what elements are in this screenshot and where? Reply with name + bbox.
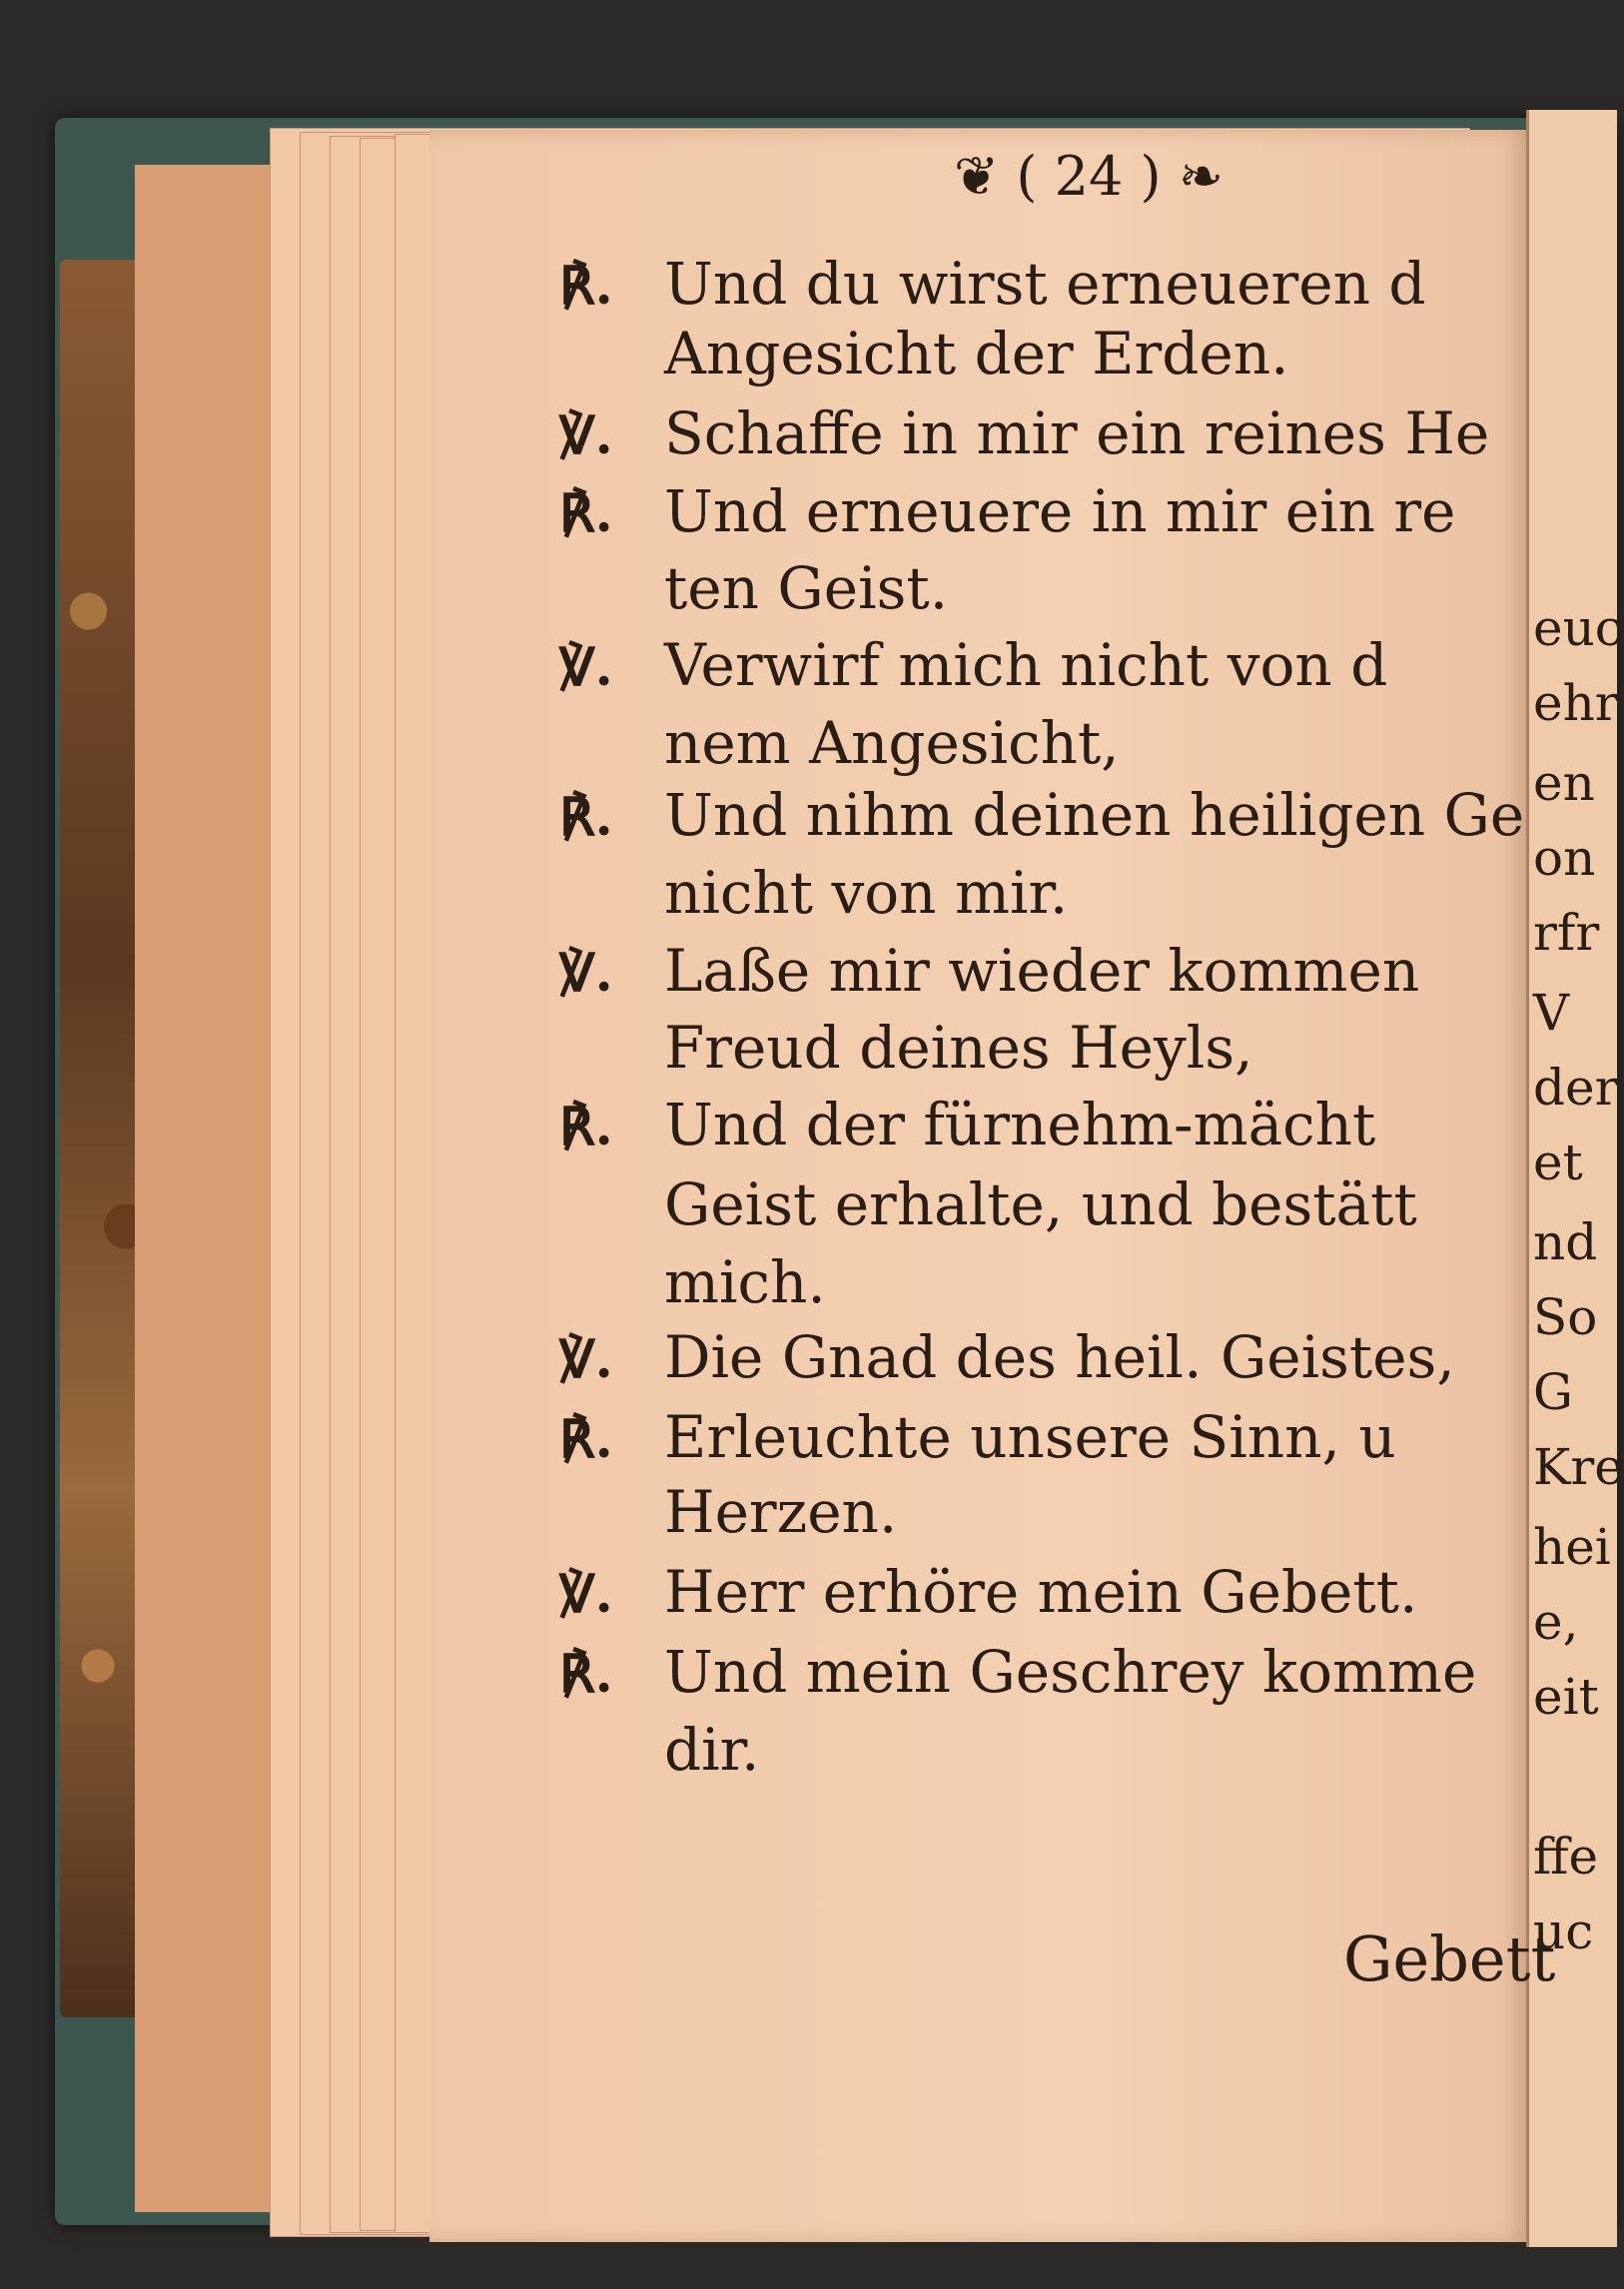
facing-page-fragment: hei bbox=[1533, 1518, 1611, 1576]
facing-page-fragment: G bbox=[1533, 1363, 1573, 1421]
versicle-mark: ℟. bbox=[559, 1097, 613, 1157]
versicle-mark: ℣. bbox=[559, 637, 613, 698]
fleuron-right-icon: ❧ bbox=[1178, 145, 1224, 208]
facing-page-fragment: euc bbox=[1533, 599, 1623, 657]
facing-page-fragment: uc bbox=[1533, 1903, 1594, 1960]
text-line: ten Geist. bbox=[664, 554, 949, 622]
text-line: Die Gnad des heil. Geistes, bbox=[664, 1323, 1455, 1391]
facing-page-fragment: So bbox=[1533, 1288, 1598, 1346]
text-line: dir. bbox=[664, 1716, 760, 1784]
page-number: ( 24 ) bbox=[1016, 145, 1162, 208]
facing-page-fragment: rfr bbox=[1533, 904, 1600, 962]
versicle-mark: ℟. bbox=[559, 787, 613, 848]
endpaper bbox=[135, 165, 287, 2212]
text-line: Herzen. bbox=[664, 1478, 898, 1546]
versicle-mark: ℟. bbox=[559, 256, 613, 317]
text-line: Herr erhöre mein Gebett. bbox=[664, 1558, 1418, 1626]
facing-page-fragment: et bbox=[1533, 1134, 1583, 1191]
versicle-mark: ℣. bbox=[559, 943, 613, 1004]
text-line: Erleuchte unsere Sinn, u bbox=[664, 1403, 1396, 1471]
text-line: Schaffe in mir ein reines He bbox=[664, 399, 1490, 467]
text-line: Laße mir wieder kommen bbox=[664, 937, 1420, 1005]
versicle-mark: ℟. bbox=[559, 1409, 613, 1470]
facing-page-fragment: on bbox=[1533, 829, 1596, 887]
facing-page-fragment: e, bbox=[1533, 1593, 1579, 1651]
catchword: Gebett bbox=[1343, 1922, 1556, 1995]
facing-page-fragment: der bbox=[1533, 1059, 1619, 1117]
text-line: Und mein Geschrey komme bbox=[664, 1638, 1477, 1706]
text-line: Und du wirst erneueren d bbox=[664, 250, 1426, 318]
page-header bbox=[879, 145, 1298, 215]
facing-page-fragment: nd bbox=[1533, 1213, 1598, 1271]
text-line: Und nihm deinen heiligen Ge bbox=[664, 781, 1525, 849]
text-line: nem Angesicht, bbox=[664, 709, 1120, 777]
facing-page-fragment: Kre bbox=[1533, 1438, 1624, 1496]
facing-page-fragment: ehr bbox=[1533, 674, 1619, 732]
text-line: Und der fürnehm-mächt bbox=[664, 1091, 1376, 1158]
text-line: nicht von mir. bbox=[664, 859, 1069, 927]
text-line: Und erneuere in mir ein re bbox=[664, 477, 1456, 545]
versicle-mark: ℣. bbox=[559, 405, 613, 466]
facing-page-fragment: eit bbox=[1533, 1668, 1599, 1726]
text-line: mich. bbox=[664, 1248, 826, 1316]
versicle-mark: ℟. bbox=[559, 483, 613, 544]
facing-page-fragment: V bbox=[1533, 984, 1570, 1042]
text-line: Verwirf mich nicht von d bbox=[664, 631, 1388, 699]
text-line: Geist erhalte, und bestätt bbox=[664, 1170, 1417, 1238]
versicle-mark: ℣. bbox=[559, 1329, 613, 1390]
text-line: Freud deines Heyls, bbox=[664, 1014, 1253, 1082]
fleuron-left-icon: ❦ bbox=[953, 145, 1000, 208]
facing-page-fragment: ffe bbox=[1533, 1828, 1599, 1886]
facing-page-fragment: en bbox=[1533, 754, 1595, 812]
versicle-mark: ℣. bbox=[559, 1564, 613, 1625]
text-line: Angesicht der Erden. bbox=[664, 320, 1289, 387]
versicle-mark: ℟. bbox=[559, 1644, 613, 1705]
